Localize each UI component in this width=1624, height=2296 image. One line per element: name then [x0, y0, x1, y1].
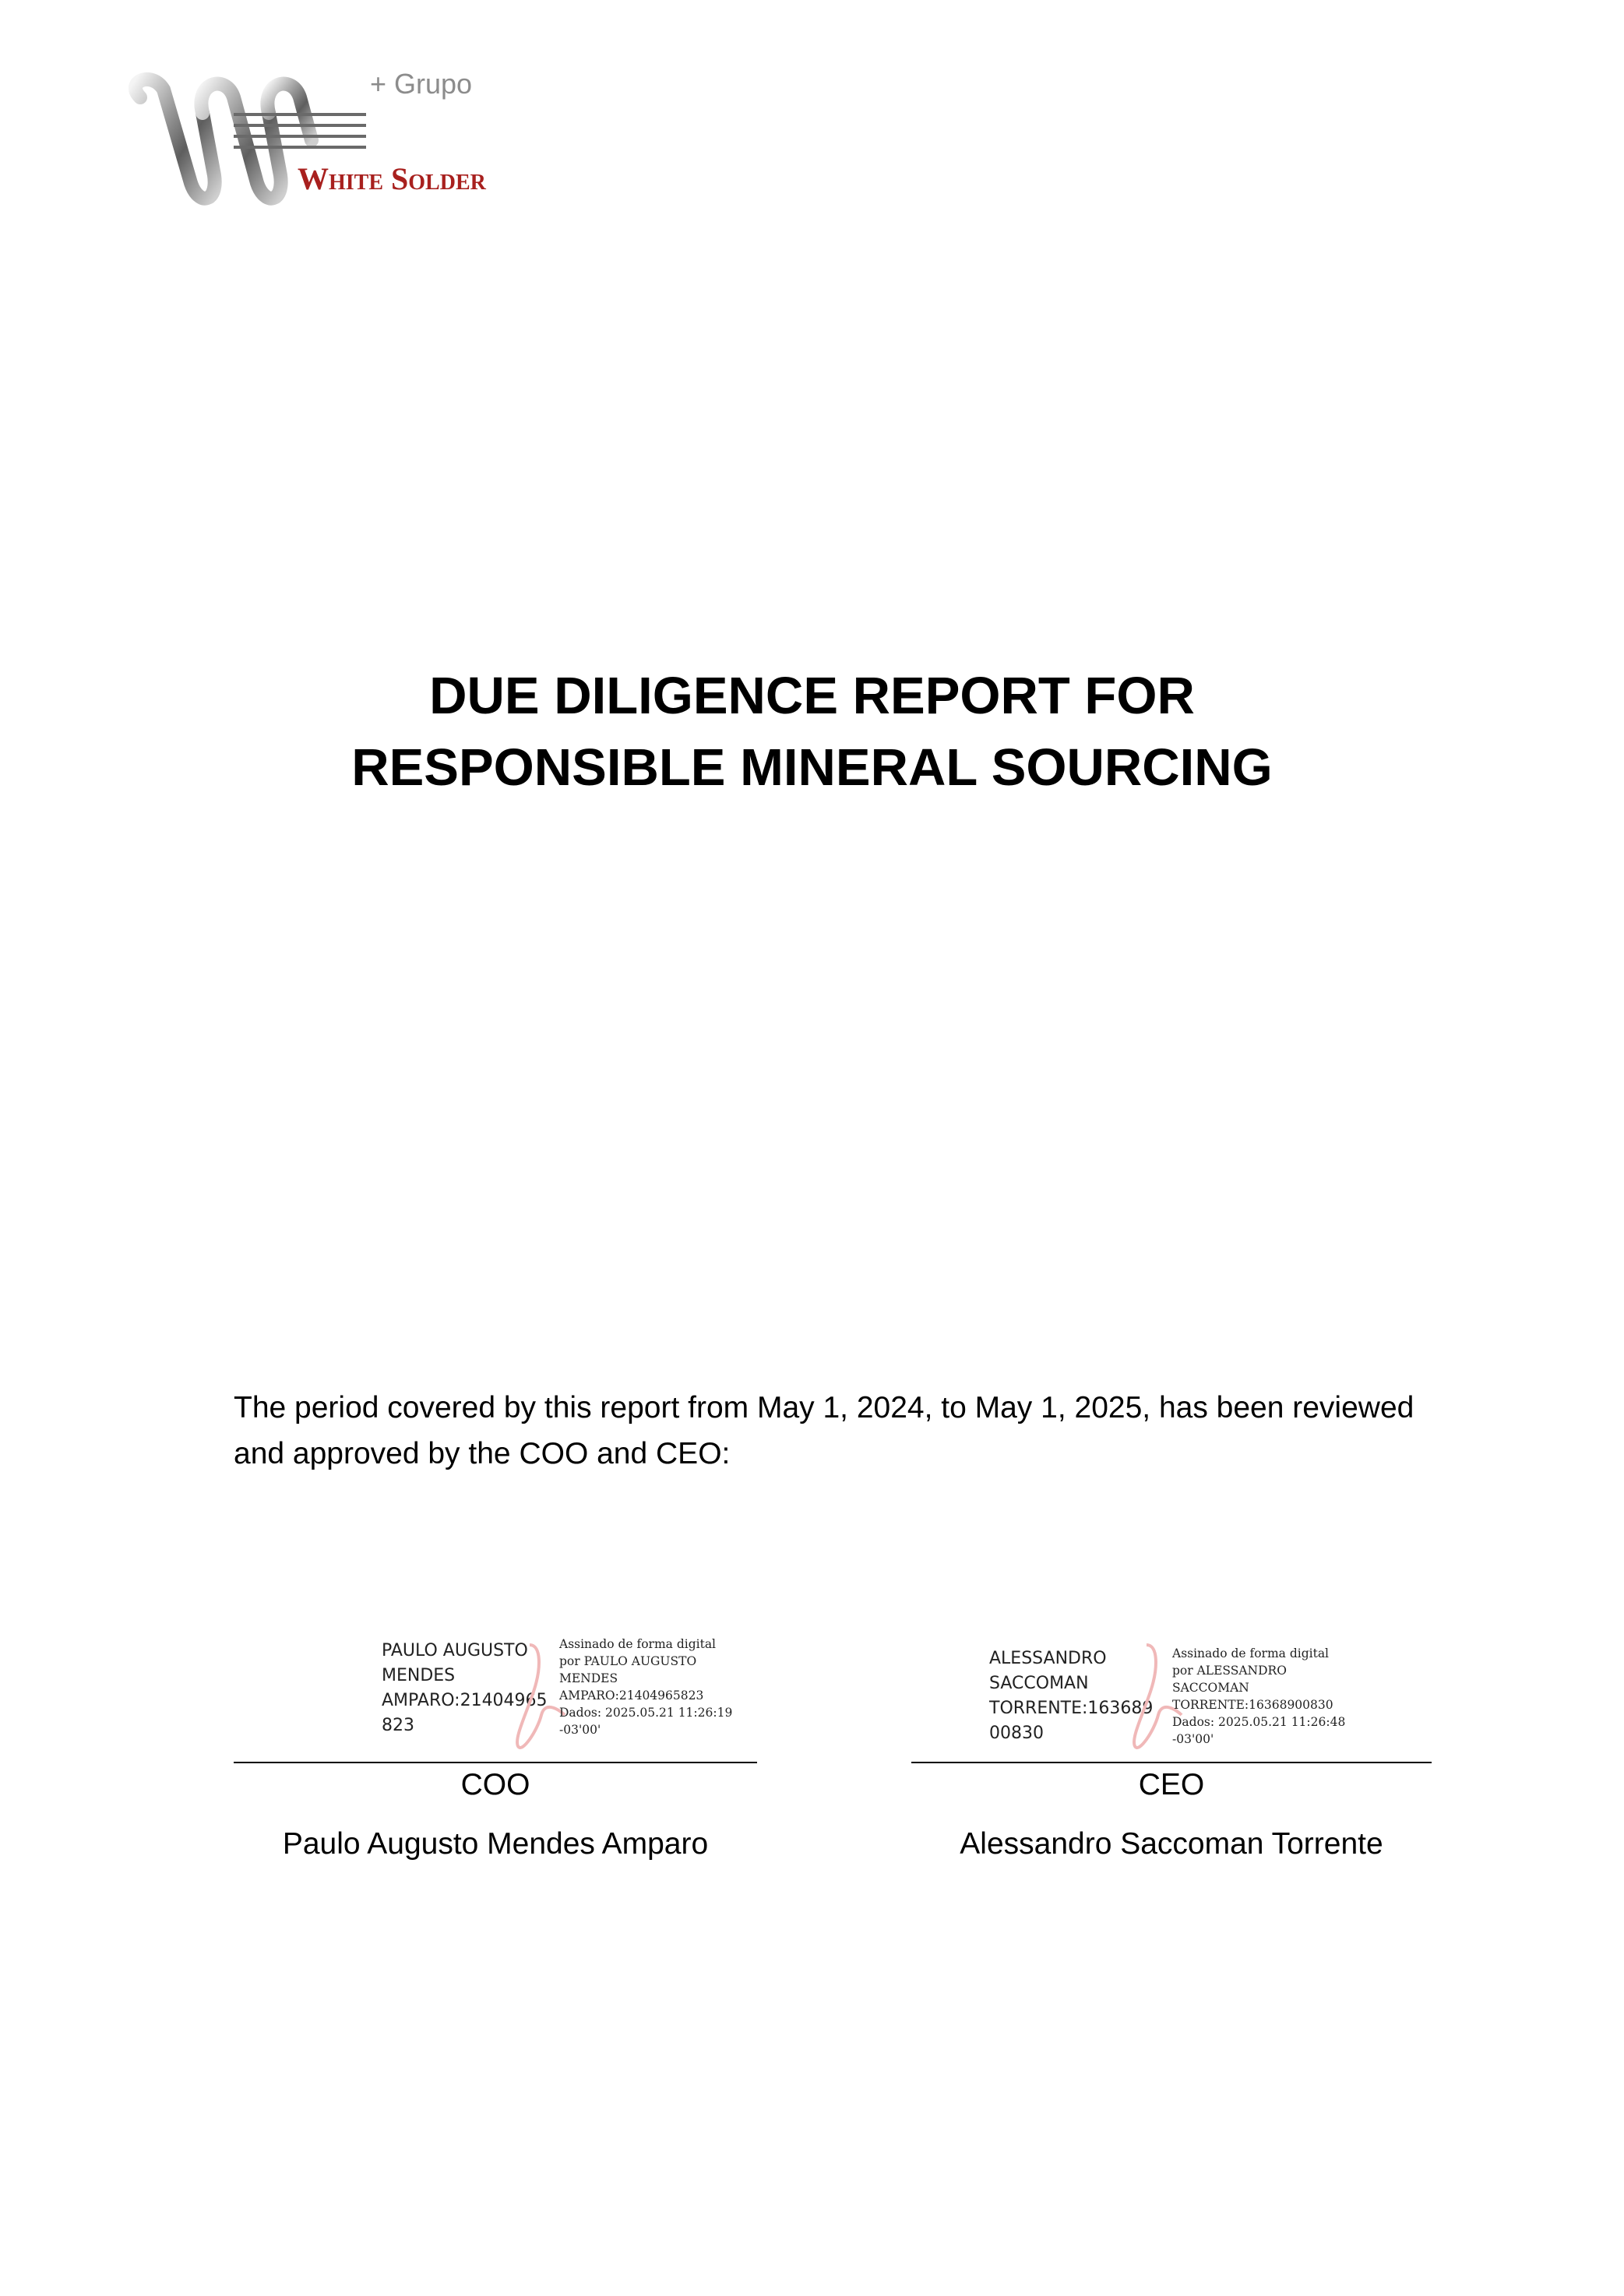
signer-role: COO — [460, 1768, 530, 1801]
signature-line — [234, 1762, 757, 1763]
title-line-2: RESPONSIBLE MINERAL SOURCING — [351, 738, 1273, 797]
signature-detail-text: Assinado de forma digital por PAULO AUGUSTO MENDES AMPARO:21404965823 Dados: 2025.05.21 11:26:19 -03'00' — [559, 1637, 733, 1737]
signature-block-coo — [234, 1628, 757, 1861]
signature-mark-icon — [498, 1637, 569, 1754]
logo-brand-text: White Solder — [298, 161, 486, 196]
signer-full-name: Alessandro Saccoman Torrente — [960, 1827, 1383, 1861]
signature-block-ceo — [911, 1628, 1432, 1861]
signer-name-stamp: PAULO AUGUSTO MENDES AMPARO:21404965 823 — [382, 1641, 548, 1735]
title-line-1: DUE DILIGENCE REPORT FOR — [429, 667, 1195, 725]
digital-signature-stamp — [911, 1628, 1432, 1760]
period-statement: The period covered by this report from May 1, 2024, to May 1, 2025, has been reviewed and approved by the COO and CEO: — [234, 1391, 1414, 1470]
company-logo — [117, 66, 506, 214]
signature-detail-text: Assinado de forma digital por ALESSANDRO SACCOMAN TORRENTE:16368900830 Dados: 2025.05.21 11:26:48 -03'00' — [1172, 1646, 1346, 1746]
digital-signature-stamp — [234, 1628, 757, 1760]
logo-w-mark — [136, 79, 312, 199]
document-title — [0, 660, 1624, 804]
signature-line — [911, 1762, 1432, 1763]
signer-role: CEO — [1138, 1768, 1205, 1801]
signer-name-stamp: ALESSANDRO SACCOMAN TORRENTE:163689 00830 — [989, 1649, 1154, 1743]
logo-prefix-text: + Grupo — [370, 68, 473, 100]
signer-full-name: Paulo Augusto Mendes Amparo — [282, 1827, 709, 1861]
